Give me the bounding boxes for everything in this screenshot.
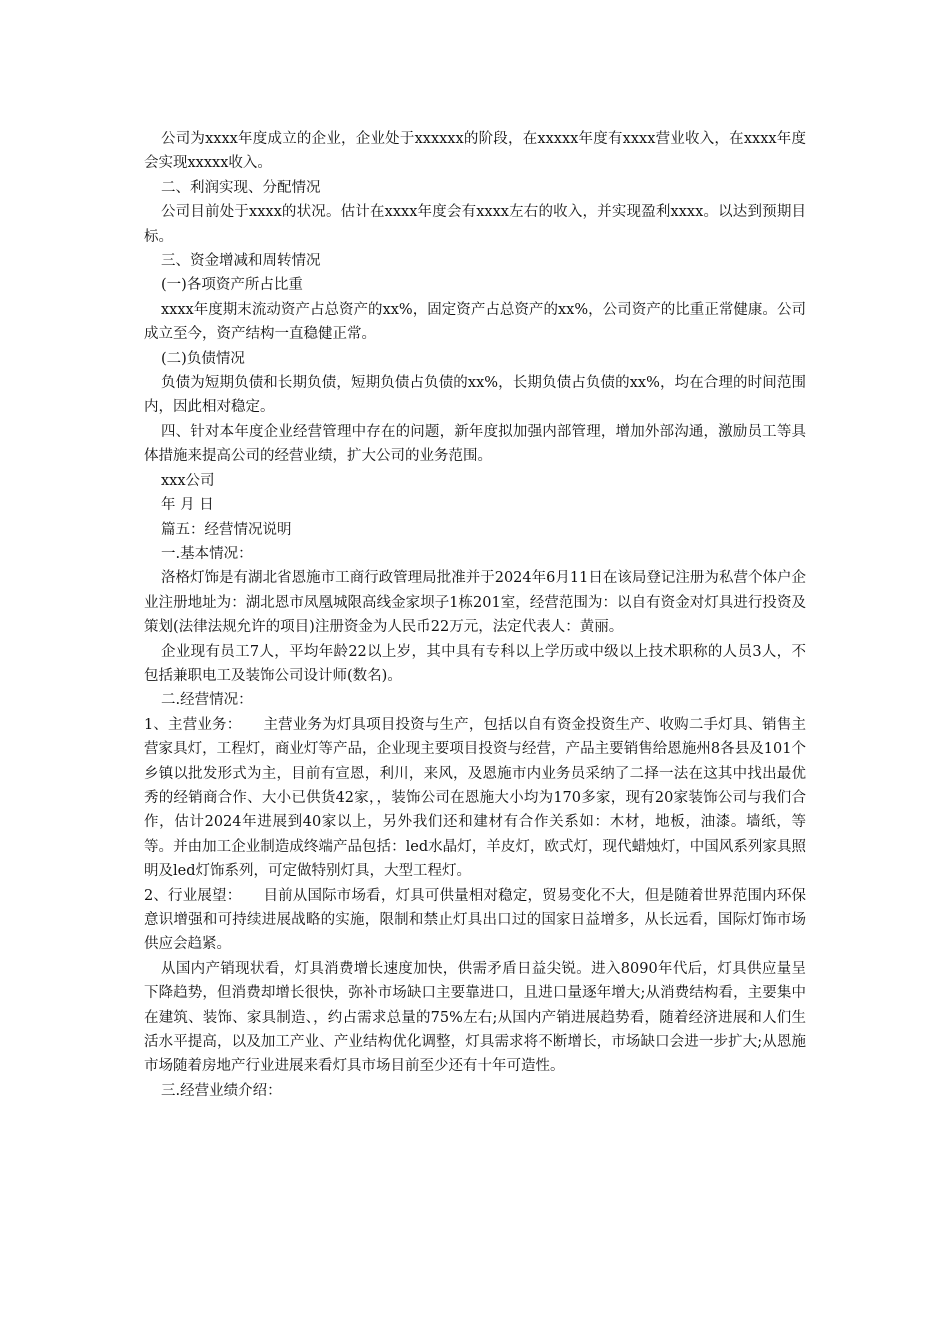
paragraph: xxx公司 (161, 472, 215, 489)
paragraph: 从国内产销现状看，灯具消费增长速度加快，供需矛盾日益尖锐。进入8090年代后，灯具供应量呈下降趋势，但消费却增长很快，弥补市场缺口主要靠进口，且进口量逐年增大;从消费结构看，主要集中在建筑、装饰、家具制造、，约占需求总量的75%左右;从国内产销进展趋势看，随着经济进展和人们生活水平提高，以及加工产业、产业结构优化调整，灯具需求将不断增长，市场缺口会进一步扩大;从恩施市场随着房地产行业进展来看灯具市场目前至少还有十年可造性。 (144, 960, 806, 1075)
document-body (144, 127, 806, 1103)
paragraph: 年 月 日 (161, 497, 214, 514)
paragraph: (二)负债情况 (161, 350, 245, 367)
paragraph: 2、行业展望： 目前从国际市场看，灯具可供量相对稳定，贸易变化不大，但是随着世界范围内环保意识增强和可持续进展战略的实施，限制和禁止灯具出口过的国家日益增多，从长远看，国际灯饰市场供应会趋紧。 (144, 887, 806, 953)
paragraph: 公司目前处于xxxx的状况。估计在xxxx年度会有xxxx左右的收入，并实现盈利xxxx。以达到预期目标。 (144, 204, 806, 245)
paragraph: 1、主营业务： 主营业务为灯具项目投资与生产，包括以自有资金投资生产、收购二手灯具、销售主营家具灯，工程灯，商业灯等产品，企业现主要项目投资与经营，产品主要销售给恩施州8各县及101个乡镇以批发形式为主，目前有宣恩，利川，来风，及恩施市内业务员采纳了二择一法在这其中找出最优秀的经销商合作、大小已供货42家，，装饰公司在恩施大小均为170多家，现有20家装饰公司与我们合作，估计2024年进展到40家以上，另外我们还和建材有合作关系如：木材，地板，油漆。墙纸，等等。并由加工企业制造成终端产品包括：led水晶灯，羊皮灯，欧式灯，现代蜡烛灯，中国风系列家具照明及led灯饰系列，可定做特别灯具，大型工程灯。 (144, 716, 806, 880)
paragraph: 一.基本情况： (161, 545, 253, 562)
paragraph: 企业现有员工7人，平均年龄22以上岁，其中具有专科以上学历或中级以上技术职称的人员3人，不包括兼职电工及装饰公司设计师(数名)。 (144, 643, 806, 684)
paragraph: 三、资金增减和周转情况 (161, 253, 321, 270)
paragraph: 负债为短期负债和长期负债，短期负债占负债的xx%，长期负债占负债的xx%，均在合理的时间范围内，因此相对稳定。 (144, 375, 806, 416)
paragraph: 公司为xxxx年度成立的企业，企业处于xxxxxx的阶段，在xxxxx年度有xxxx营业收入，在xxxx年度会实现xxxxx收入。 (144, 131, 806, 172)
paragraph: 篇五：经营情况说明 (161, 521, 292, 538)
paragraph: 四、针对本年度企业经营管理中存在的问题，新年度拟加强内部管理，增加外部沟通，激励员工等具体措施来提高公司的经营业绩，扩大公司的业务范围。 (144, 423, 806, 465)
paragraph: (一)各项资产所占比重 (161, 277, 303, 294)
paragraph: 三.经营业绩介绍： (161, 1082, 282, 1099)
paragraph: 洛格灯饰是有湖北省恩施市工商行政管理局批准并于2024年6月11日在该局登记注册为私营个体户企业注册地址为：湖北恩市凤凰城限高线金家坝子1栋201室，经营范围为：以自有资金对灯具进行投资及策划(法律法规允许的项目)注册资金为人民币22万元，法定代表人：黄丽。 (144, 570, 806, 636)
paragraph: 二、利润实现、分配情况 (161, 179, 321, 196)
paragraph: xxxx年度期末流动资产占总资产的xx%，固定资产占总资产的xx%，公司资产的比重正常健康。公司成立至今，资产结构一直稳健正常。 (144, 301, 806, 343)
paragraph: 二.经营情况： (161, 692, 253, 709)
